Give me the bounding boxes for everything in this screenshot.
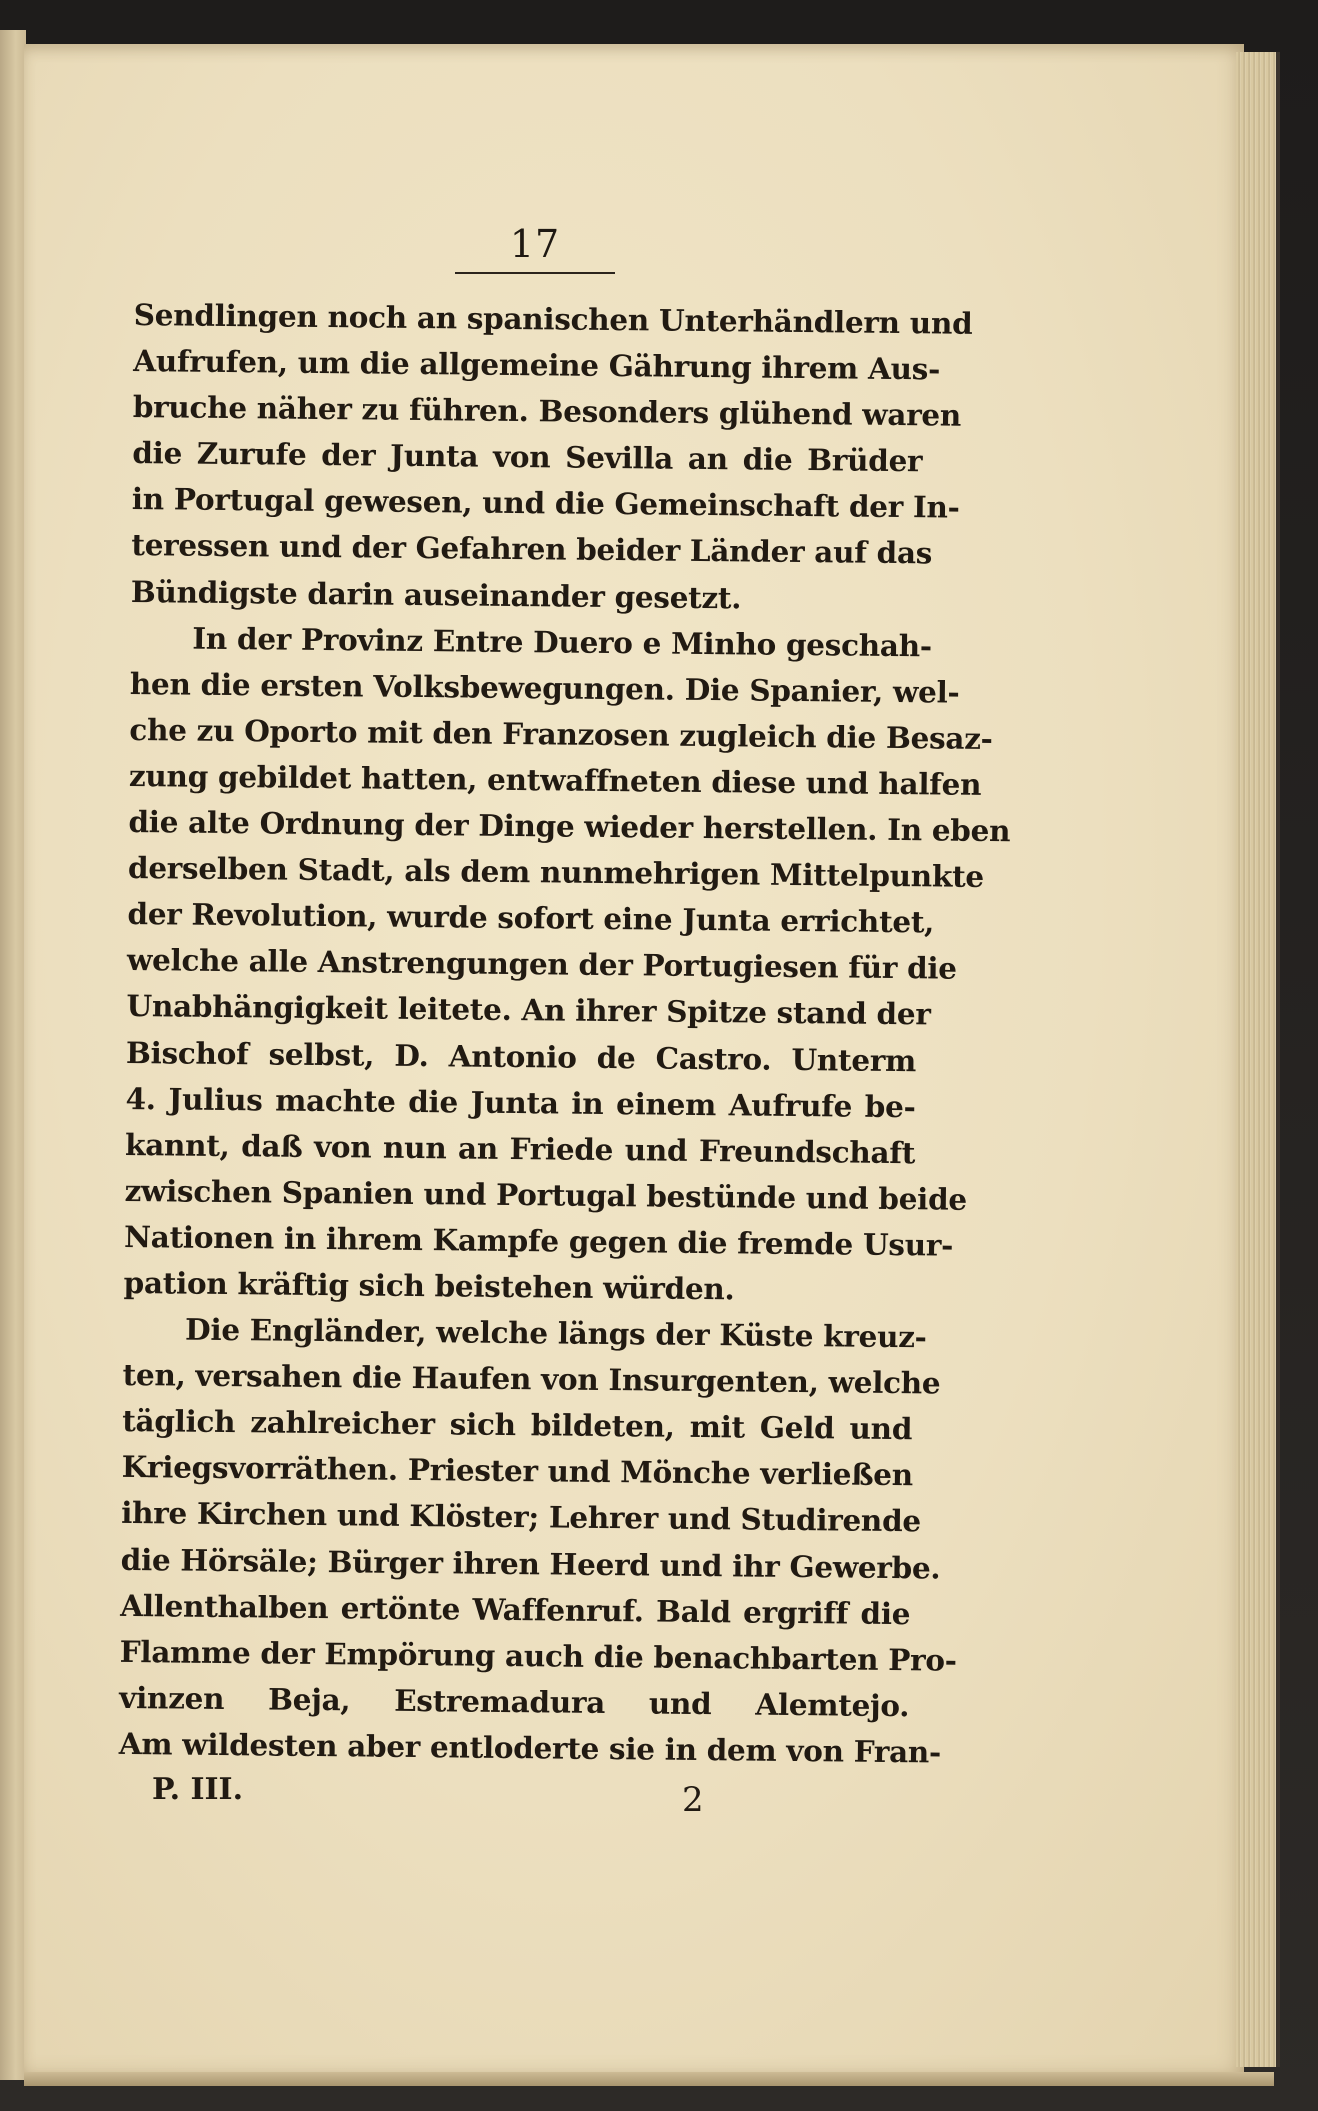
text-line: teressen und der Gefahren beider Länder auf das: [131, 527, 933, 571]
header-rule: [455, 272, 615, 274]
text-line: Allenthalben ertönte Waffenruf. Bald ergriff die: [120, 1587, 911, 1631]
text-line: Am wildesten aber entloderte sie in dem von Fran-: [118, 1725, 942, 1770]
text-line: in Portugal gewesen, und die Gemeinschaft der In-: [131, 481, 960, 526]
text-line: welche alle Anstrengungen der Portugiesen für die: [126, 942, 957, 986]
text-line: täglich zahlreicher sich bildeten, mit Geld und: [121, 1403, 913, 1447]
text-line: hen die ersten Volksbewegungen. Die Spanier, wel-: [129, 665, 960, 710]
text-line: bruche näher zu führen. Besonders glühend waren: [132, 389, 962, 433]
page-footer: [152, 1772, 732, 1822]
text-line: die Zurufe der Junta von Sevilla an die Brüder: [132, 435, 923, 479]
text-line: Bündigste darin auseinander gesetzt.: [130, 573, 742, 615]
facing-page-edge: [0, 30, 26, 2080]
text-line: die alte Ordnung der Dinge wieder herstellen. In eben: [128, 804, 1011, 849]
text-line: kannt, daß von nun an Friede und Freundschaft: [124, 1126, 916, 1170]
text-line: zwischen Spanien und Portugal bestünde und beide: [124, 1172, 968, 1217]
sheet-number: 2: [682, 1780, 704, 1820]
text-line: che zu Oporto mit den Franzosen zugleich die Besaz-: [129, 711, 993, 756]
text-line: zung gebildet hatten, entwaffneten diese und halfen: [128, 757, 982, 802]
text-line: die Hörsäle; Bürger ihren Heerd und ihr Gewerbe.: [120, 1541, 941, 1586]
text-line: ten, versahen die Haufen von Insurgenten, welche: [122, 1357, 941, 1401]
text-line: In der Provinz Entre Duero e Minho geschah-: [192, 620, 932, 664]
text-line: pation kräftig sich beistehen würden.: [123, 1264, 735, 1307]
printer-signature: P. III.: [152, 1772, 244, 1807]
page-bottom-edge: [24, 2072, 1274, 2086]
text-line: Sendlingen noch an spanischen Unterhändlern und: [133, 296, 973, 341]
text-line: der Revolution, wurde sofort eine Junta errichtet,: [127, 896, 935, 940]
text-line: Nationen in ihrem Kampfe gegen die fremde Usur-: [123, 1218, 954, 1263]
text-line: Kriegsvorräthen. Priester und Mönche verließen: [121, 1449, 914, 1493]
text-line: derselben Stadt, als dem nunmehrigen Mittelpunkte: [127, 850, 985, 895]
text-line: ihre Kirchen und Klöster; Lehrer und Studirende: [121, 1495, 922, 1539]
page-header: [455, 222, 615, 274]
body-text: [118, 292, 1011, 1775]
text-line: Aufrufen, um die allgemeine Gährung ihrem Aus-: [133, 343, 941, 387]
page-number: 17: [509, 222, 561, 266]
text-line: Unabhängigkeit leitete. An ihrer Spitze stand der: [126, 988, 931, 1032]
text-line: Flamme der Empörung auch die benachbarten Pro-: [119, 1633, 957, 1678]
text-line: vinzen Beja, Estremadura und Alemtejo.: [119, 1679, 910, 1724]
text-line: 4. Julius machte die Junta in einem Aufrufe be-: [125, 1080, 916, 1124]
text-line: Bischof selbst, D. Antonio de Castro. Unterm: [125, 1034, 917, 1078]
text-line: Die Engländer, welche längs der Küste kreuz-: [184, 1311, 927, 1355]
page-block-edges: [1236, 52, 1280, 2067]
